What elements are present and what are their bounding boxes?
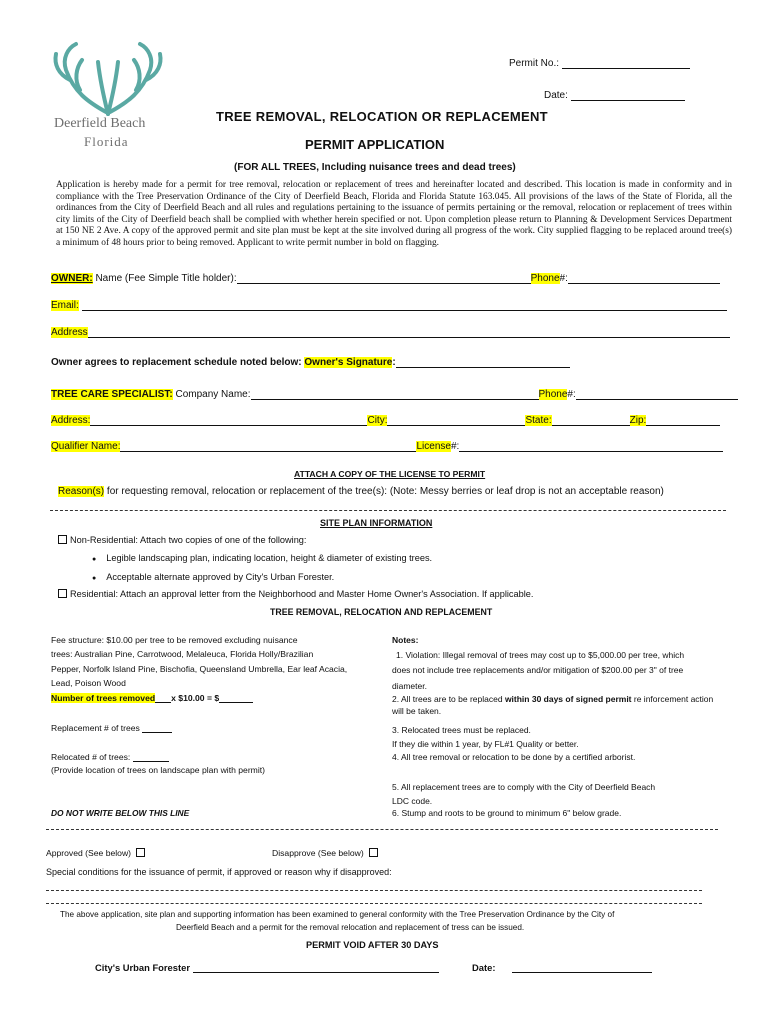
state-label: State: [525,415,552,426]
res-checkbox[interactable] [58,589,67,598]
note-3 [392,723,579,751]
nonres-row [58,535,306,545]
approved-row [46,848,148,858]
specialist-phone-label: Phone [538,389,568,400]
forester-label: City's Urban Forester [95,962,190,973]
specialist-label: TREE CARE SPECIALIST: [51,389,173,400]
note-2-bold: within 30 days of signed permit [504,694,632,704]
fee-total-field[interactable] [219,693,253,703]
note-5 [392,781,655,808]
owner-phone-field[interactable] [568,273,720,284]
statement-line-1: The above application, site plan and supporting information has been examined to general conformity with the Tree Preservation Ordinance by the City of [60,910,615,919]
note-5a: 5. All replacement trees are to comply with the City of Deerfield Beach [392,782,656,792]
permit-no-label: Permit No.: [509,58,560,69]
fee-line: Fee structure: $10.00 per tree to be removed excluding nuisance [51,635,298,645]
forester-row [95,962,439,973]
bullet-2 [92,572,334,582]
specialist-phone-hash: #: [567,389,576,400]
divider [46,829,718,830]
license-hash: #: [450,441,460,452]
notes-block [392,633,684,694]
nonres-label: Non-Residential: Attach two copies of one of the following: [70,535,307,545]
footer-date-field[interactable] [512,962,652,973]
reasons-text: for requesting removal, relocation or replacement of the tree(s): (Note: Messy berries or leaf drop is not an acceptable reason) [104,486,664,497]
owner-label: OWNER: [51,273,93,284]
special-conditions-field-2[interactable] [46,903,702,904]
special-conditions-field-1[interactable] [46,890,702,891]
statement-line-2: Deerfield Beach and a permit for the removal relocation and replacement of tress can be issued. [176,923,525,932]
note-4: 4. All tree removal or relocation to be done by a certified arborist. [392,752,636,762]
address-label: Address [51,327,88,338]
form-subtitle: (FOR ALL TREES, Including nuisance trees and dead trees) [234,162,516,173]
attach-license-note: ATTACH A COPY OF THE LICENSE TO PERMIT [294,469,486,479]
note-3a: 3. Relocated trees must be replaced. [392,725,531,735]
owner-name-label: Name (Fee Simple Title holder): [95,273,237,284]
relocated-field[interactable] [133,752,169,762]
note-6: 6. Stump and roots to be ground to minimum 6" below grade. [392,808,622,818]
note-2 [392,693,713,717]
email-field[interactable] [82,300,727,311]
zip-field[interactable] [646,415,720,426]
notes-title: Notes: [392,635,419,645]
reasons-row [58,486,664,497]
form-title-2: PERMIT APPLICATION [305,137,445,152]
permit-no-field[interactable] [562,58,690,69]
company-name-field[interactable] [251,389,539,400]
bullet-1 [92,553,432,563]
forester-signature-field[interactable] [193,962,439,973]
note-2-post: re inforcement action [631,694,714,704]
trr-heading: TREE REMOVAL, RELOCATION AND REPLACEMENT [270,607,493,617]
note-2-pre: 2. All trees are to be replaced [392,694,505,704]
email-label: Email: [51,300,79,311]
owner-email-row [51,300,727,311]
bullet-1-text: Legible landscaping plan, indicating location, height & diameter of existing trees. [106,553,433,563]
city-field[interactable] [387,415,525,426]
specialist-phone-field[interactable] [576,389,738,400]
footer-date-label: Date: [472,962,496,973]
res-label: Residential: Attach an approval letter from the Neighborhood and Master Home Owner's Association. If applicable. [70,589,534,599]
owner-agree-row [51,357,570,368]
logo-state: Florida [84,134,129,149]
date-row [544,90,685,101]
city-label: City: [367,415,388,426]
date-label: Date: [544,90,568,101]
permit-no-row [509,58,690,69]
footer-date-row [472,962,652,973]
trees-removed-field[interactable] [155,693,171,703]
logo-name: Deerfield Beach [54,116,146,131]
bullet-icon: ● [92,575,97,582]
res-row [58,589,533,599]
fee-line: trees: Australian Pine, Carrotwood, Melaleuca, Florida Holly/Brazilian [51,649,314,660]
fee-calc-label: x $10.00 = $ [171,693,220,703]
state-field[interactable] [552,415,630,426]
company-name-label: Company Name: [175,389,251,400]
do-not-write-label: DO NOT WRITE BELOW THIS LINE [51,808,190,818]
owner-agree-label: Owner agrees to replacement schedule noted below: [51,357,302,368]
bullet-icon: ● [92,556,97,563]
reasons-label: Reason(s) [58,486,105,497]
owner-signature-colon: : [392,357,396,368]
owner-address-row [51,327,730,338]
replacement-row [51,723,172,733]
license-field[interactable] [459,441,723,452]
provide-note: (Provide location of trees on landscape plan with permit) [51,765,266,775]
owner-signature-label: Owner's Signature [304,357,393,368]
specialist-company-row [51,389,738,400]
fee-line: Pepper, Norfolk Island Pine, Bischofia, Queensland Umbrella, Ear leaf Acacia, [51,663,348,674]
note-1c: diameter. [392,680,427,691]
owner-name-field[interactable] [237,273,531,284]
special-conditions-label: Special conditions for the issuance of permit, if approved or reason why if disapproved: [46,867,392,877]
fee-structure [51,633,347,691]
replacement-label: Replacement # of trees [51,723,140,733]
zip-label: Zip: [629,415,647,426]
disapprove-row [272,848,381,858]
site-plan-heading: SITE PLAN INFORMATION [320,518,433,528]
antler-icon [48,40,168,120]
owner-phone-hash: #: [559,273,568,284]
owner-name-row [51,273,720,284]
reasons-field[interactable] [50,510,726,511]
note-5b: LDC code. [392,795,433,806]
qualifier-row [51,441,723,452]
form-title: TREE REMOVAL, RELOCATION OR REPLACEMENT [216,109,548,124]
owner-signature-field[interactable] [396,357,570,368]
approved-label: Approved (See below) [46,848,132,858]
disapprove-label: Disapprove (See below) [272,848,364,858]
specialist-address-row [51,415,720,426]
fee-line: Lead, Poison Wood [51,678,126,689]
disapprove-checkbox[interactable] [369,848,378,857]
trees-removed-row [51,693,253,703]
qualifier-field[interactable] [120,441,416,452]
license-label: License [416,441,451,452]
bullet-2-text: Acceptable alternate approved by City's Urban Forester. [106,572,335,582]
replacement-field[interactable] [142,723,172,733]
relocated-row [51,752,169,762]
qualifier-label: Qualifier Name: [51,441,121,452]
date-field[interactable] [571,90,685,101]
specialist-address-field[interactable] [90,415,367,426]
note-2b: will be taken. [392,706,442,716]
specialist-address-label: Address: [51,415,91,426]
city-logo [48,40,168,158]
note-3b: If they die within 1 year, by FL#1 Quality or better. [392,739,579,749]
approved-checkbox[interactable] [136,848,145,857]
permit-void-note: PERMIT VOID AFTER 30 DAYS [306,940,439,950]
relocated-label: Relocated # of trees: [51,752,131,762]
note-1a: 1. Violation: Illegal removal of trees may cost up to $5,000.00 per tree, which [396,650,685,661]
intro-paragraph: Application is hereby made for a permit for tree removal, relocation or replacement of trees and hereinafter located and described. This location is made in conformity and in compliance with the Tree Preservation Ordinance of the City of Deerfield Beach, Florida and Florida Statute 163.045. All provisions of the laws of the State of Florida, all the ordinances from the City of Deerfield Beach and all rules and regulations pertaining to the issuance of permits pertaining or the removal, relocation or replacement of trees within city limits of the City of Deerfield beach shall be complied with whether herein specified or not. Upon completion please return to Planning & Development Services Department at 150 NE 2 Ave. A copy of the approved permit and site plan must be kept at the site involved during all progress of the work. City supplied flagging to be replaced around tree(s) a minimum of 48 hours prior to being removed. Applicant to write permit number in bold on flagging. [56,180,732,248]
trees-removed-label: Number of trees removed [51,693,156,703]
owner-phone-label: Phone [530,273,560,284]
note-1b: does not include tree replacements and/or mitigation of $200.00 per 3" of tree [392,665,684,676]
owner-address-field[interactable] [88,327,730,338]
nonres-checkbox[interactable] [58,535,67,544]
